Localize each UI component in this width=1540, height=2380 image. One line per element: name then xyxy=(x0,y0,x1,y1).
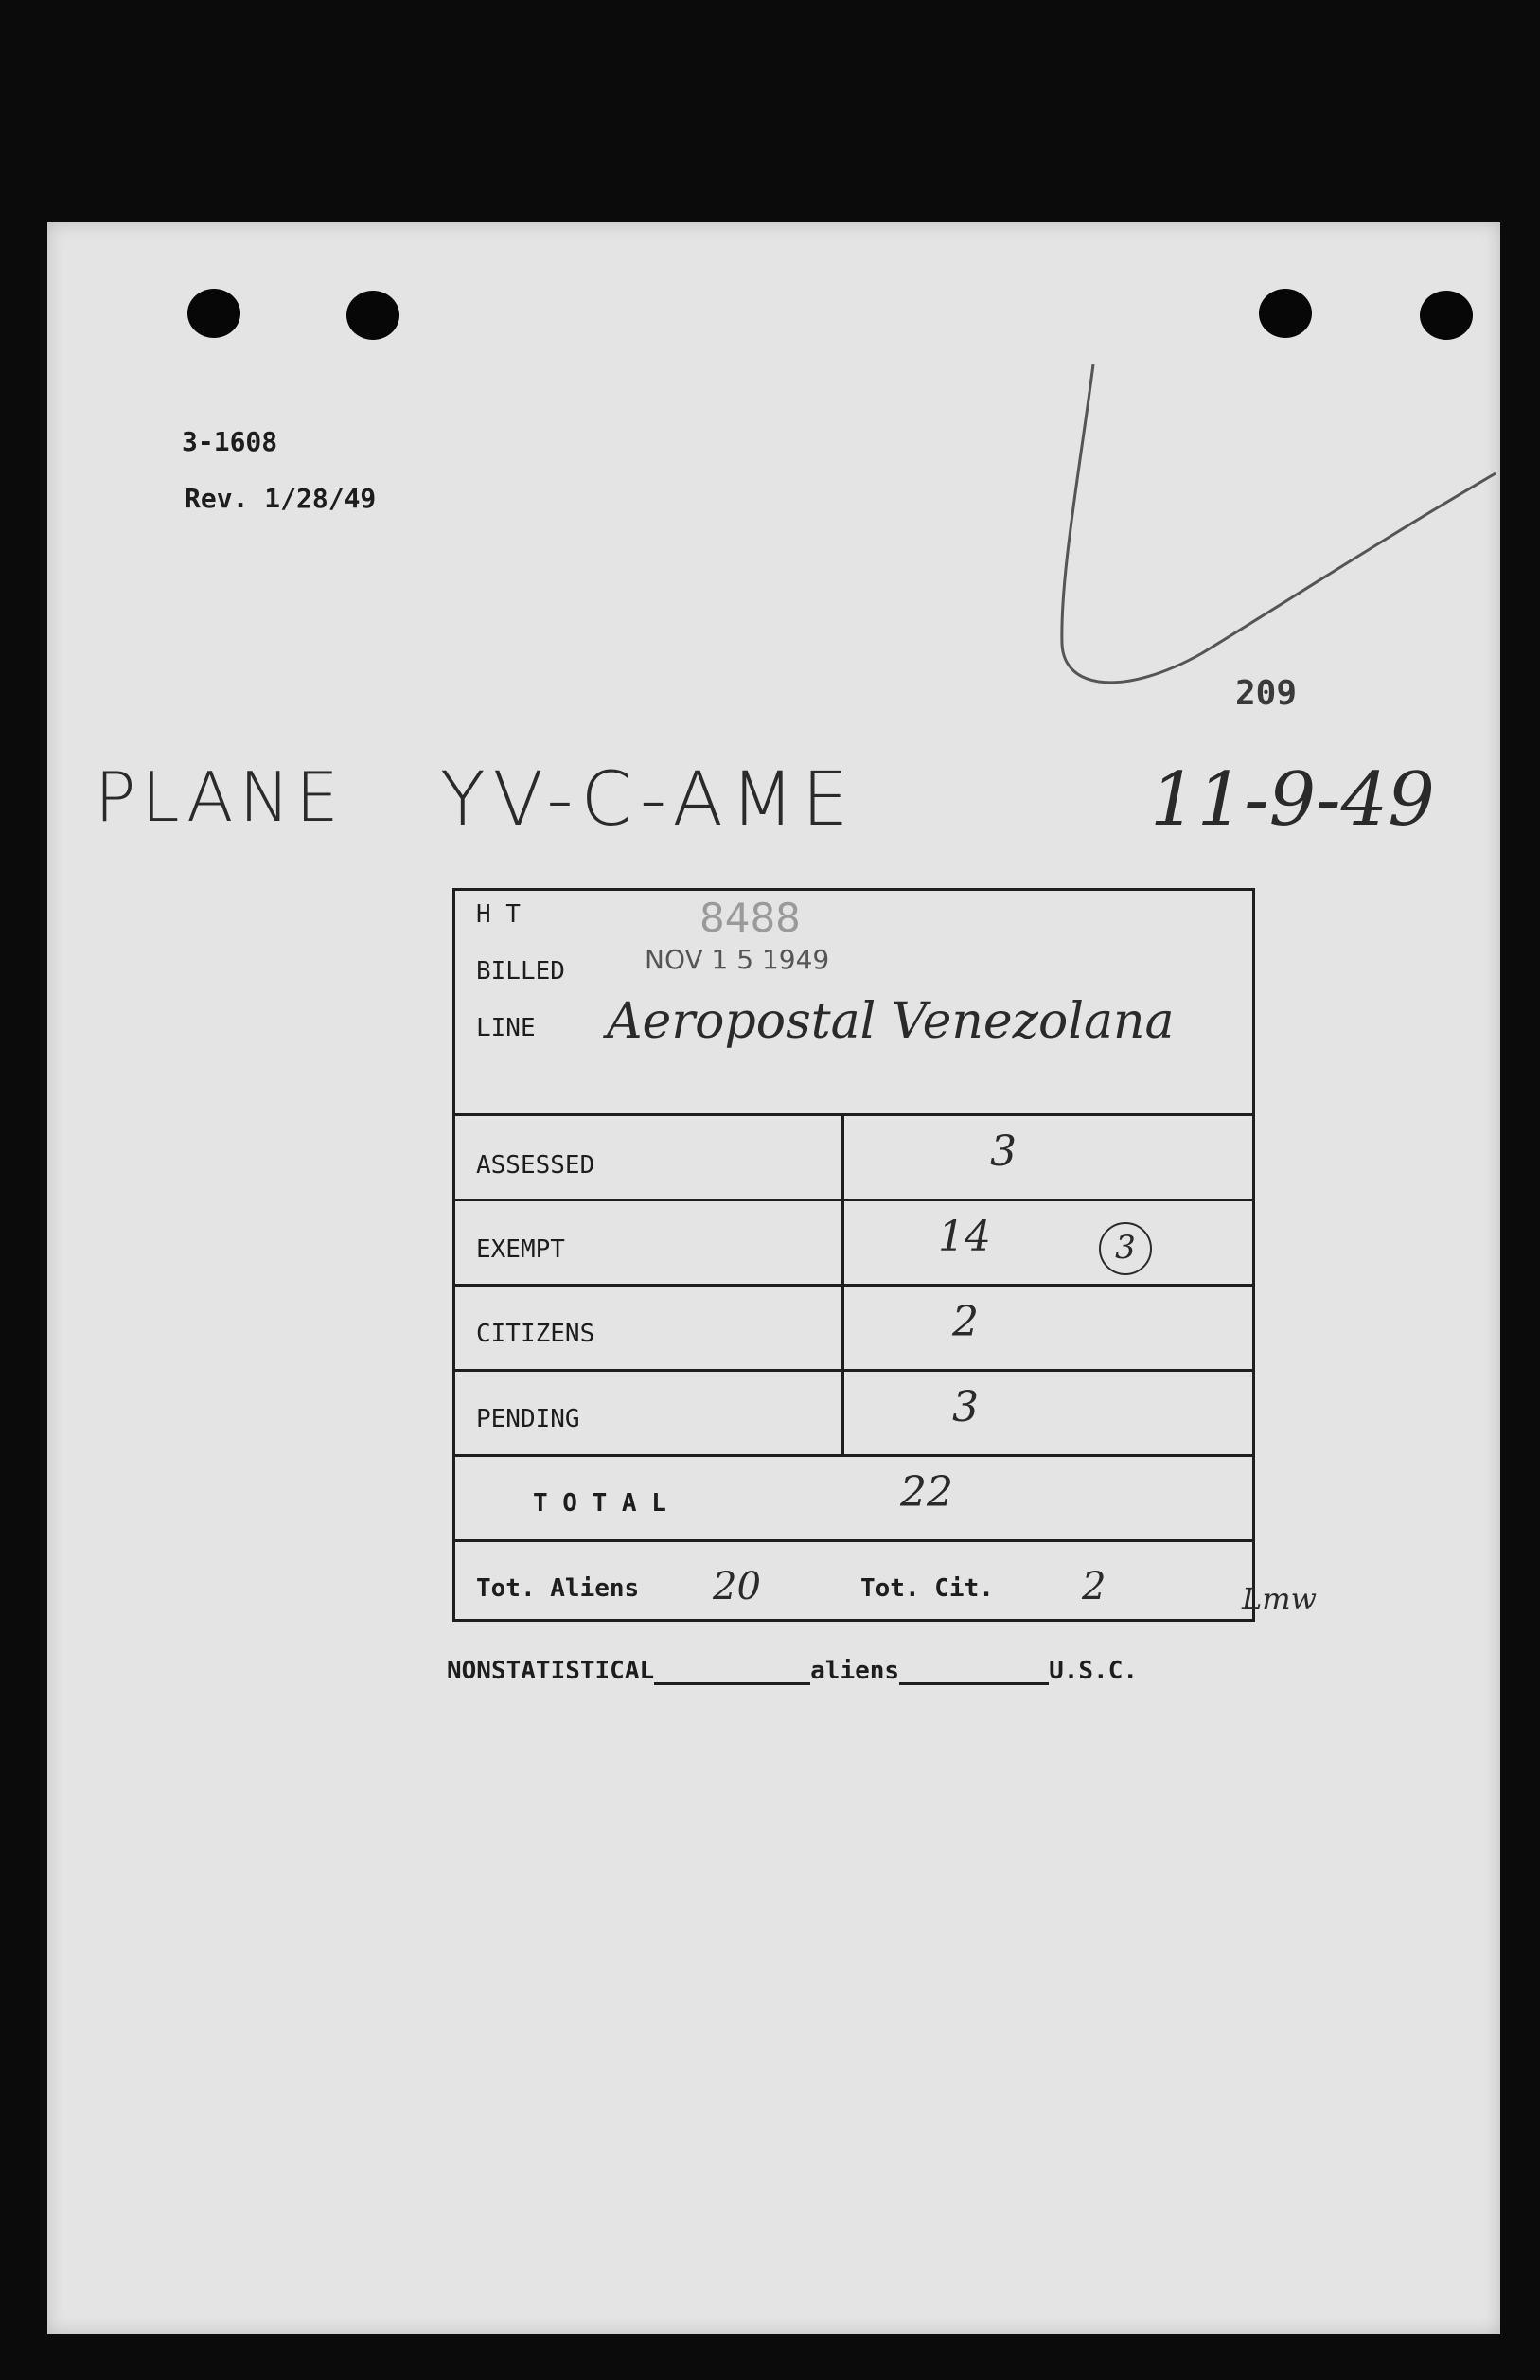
billed-stamp-date: NOV 1 5 1949 xyxy=(645,944,830,975)
row-label-exempt: EXEMPT xyxy=(476,1235,565,1264)
initials: Lmw xyxy=(1242,1581,1317,1617)
billed-label: BILLED xyxy=(476,957,565,986)
nonstatistical-line xyxy=(447,1657,1138,1685)
punch-hole xyxy=(187,289,240,338)
punch-hole xyxy=(346,291,399,340)
check-mark-icon xyxy=(1041,360,1505,710)
total-label: T O T A L xyxy=(533,1489,666,1518)
divider xyxy=(455,1369,1252,1372)
revision-date: Rev. 1/28/49 xyxy=(185,483,377,514)
row-label-assessed: ASSESSED xyxy=(476,1151,595,1180)
row-label-pending: PENDING xyxy=(476,1405,580,1433)
aliens-blank xyxy=(899,1658,1049,1685)
plane-label: PLANE xyxy=(95,757,345,837)
row-value-pending: 3 xyxy=(952,1383,979,1431)
tot-cit-label: Tot. Cit. xyxy=(860,1574,994,1603)
stamp-number: 8488 xyxy=(699,895,801,941)
divider xyxy=(455,1284,1252,1287)
divider xyxy=(455,1113,1252,1116)
row-value-assessed: 3 xyxy=(990,1128,1017,1176)
page-number: 209 xyxy=(1235,674,1298,713)
divider xyxy=(455,1539,1252,1542)
divider xyxy=(455,1199,1252,1201)
row-note-exempt: 3 xyxy=(1099,1222,1152,1275)
tot-aliens-value: 20 xyxy=(713,1565,761,1608)
tot-cit-value: 2 xyxy=(1082,1565,1106,1608)
tot-aliens-label: Tot. Aliens xyxy=(476,1574,640,1603)
punch-hole xyxy=(1259,289,1312,338)
flight-date: 11-9-49 xyxy=(1150,757,1435,843)
total-value: 22 xyxy=(900,1468,953,1517)
form-number: 3-1608 xyxy=(182,426,278,457)
ht-label: H T xyxy=(476,900,521,929)
nonstatistical-blank xyxy=(654,1658,810,1685)
plane-id: YV-C-AME xyxy=(440,757,857,843)
manifest-form xyxy=(452,888,1255,1622)
nonstatistical-label: NONSTATISTICAL xyxy=(447,1657,655,1685)
usc-label: U.S.C. xyxy=(1049,1657,1138,1685)
row-value-citizens: 2 xyxy=(952,1298,979,1346)
aliens-label: aliens xyxy=(810,1657,900,1685)
line-label: LINE xyxy=(476,1014,536,1042)
row-value-exempt: 14 xyxy=(938,1213,991,1261)
row-label-citizens: CITIZENS xyxy=(476,1320,595,1348)
line-value: Aeropostal Venezolana xyxy=(607,993,1175,1050)
punch-hole xyxy=(1420,291,1473,340)
column-divider xyxy=(841,1113,844,1454)
divider xyxy=(455,1454,1252,1457)
